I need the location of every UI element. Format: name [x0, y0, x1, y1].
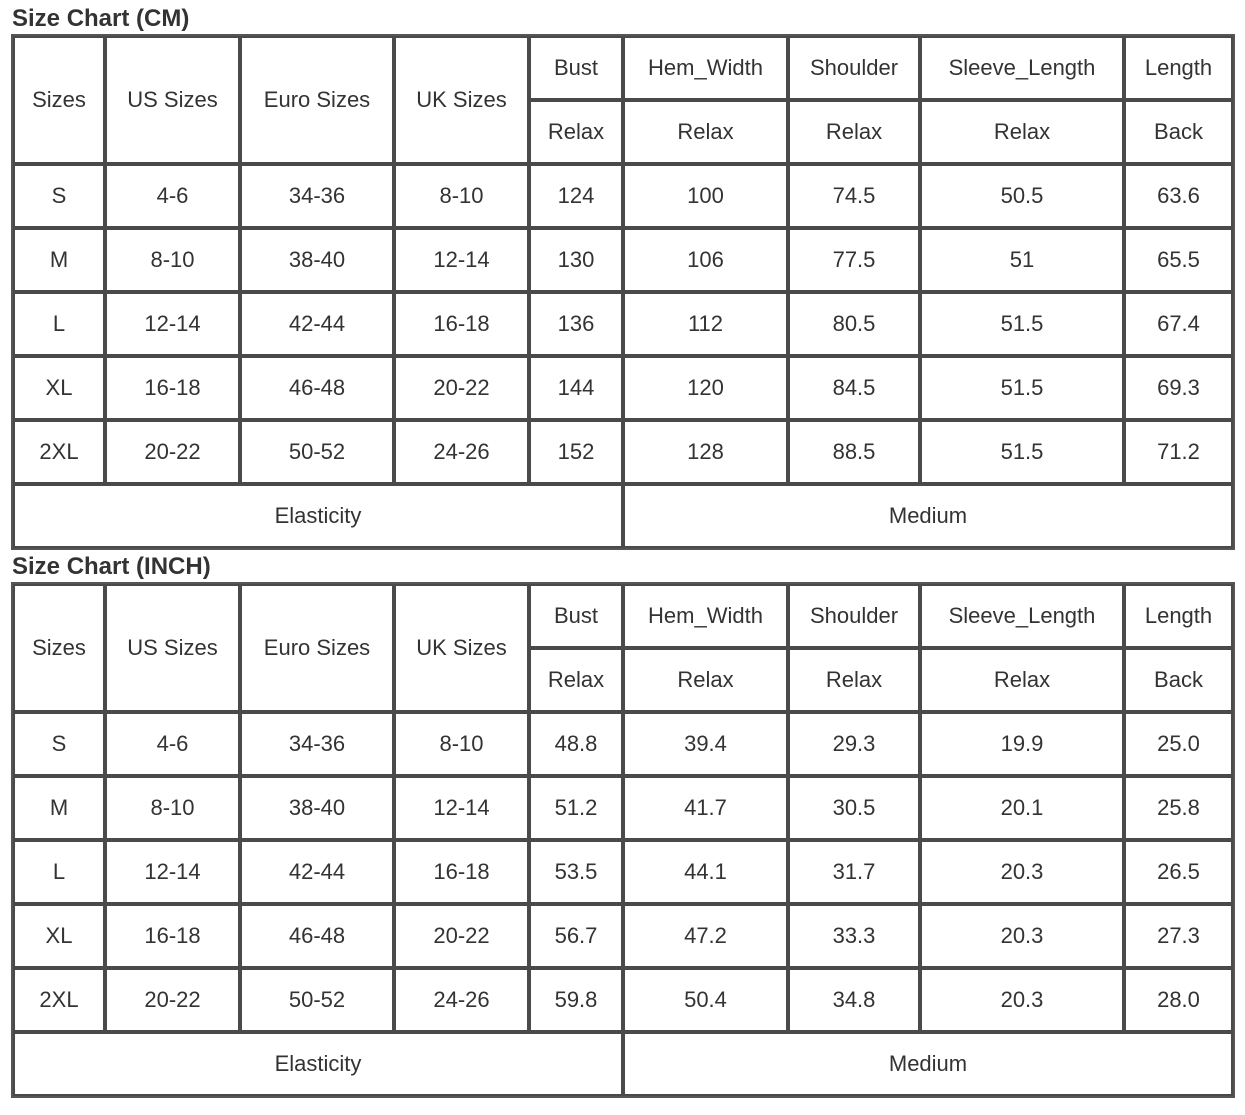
table-cell: 2XL: [13, 420, 105, 484]
header-hem-width: Hem_Width: [623, 36, 788, 100]
section-title: Size Chart (INCH): [12, 553, 211, 580]
table-cell: 59.8: [529, 968, 623, 1032]
table-cell: 48.8: [529, 712, 623, 776]
header-uk-sizes: UK Sizes: [394, 36, 529, 164]
table-cell: 44.1: [623, 840, 788, 904]
table-cell: 42-44: [240, 840, 394, 904]
header-bust: Bust: [529, 584, 623, 648]
table-cell: 38-40: [240, 776, 394, 840]
table-cell: 34-36: [240, 712, 394, 776]
table-cell: 30.5: [788, 776, 920, 840]
header-row: [13, 36, 1233, 100]
table-cell: 120: [623, 356, 788, 420]
table-row: [13, 840, 1233, 904]
table-cell: 65.5: [1124, 228, 1233, 292]
table-cell: 80.5: [788, 292, 920, 356]
table-cell: 16-18: [394, 840, 529, 904]
table-row: [13, 164, 1233, 228]
table-cell: 50.5: [920, 164, 1124, 228]
table-cell: 8-10: [394, 712, 529, 776]
table-cell: 50-52: [240, 968, 394, 1032]
table-cell: S: [13, 712, 105, 776]
table-cell: 112: [623, 292, 788, 356]
table-cell: 63.6: [1124, 164, 1233, 228]
table-cell: 47.2: [623, 904, 788, 968]
header-row: [13, 584, 1233, 648]
elasticity-value: Medium: [623, 1032, 1233, 1096]
table-row: [13, 904, 1233, 968]
table-cell: 51.2: [529, 776, 623, 840]
header-length: Length: [1124, 584, 1233, 648]
footer-row: [13, 1032, 1233, 1096]
table-cell: 152: [529, 420, 623, 484]
table-cell: 4-6: [105, 712, 240, 776]
table-row: [13, 420, 1233, 484]
table-cell: XL: [13, 904, 105, 968]
table-cell: 51.5: [920, 356, 1124, 420]
header-sleeve-length: Sleeve_Length: [920, 584, 1124, 648]
table-row: [13, 356, 1233, 420]
table-cell: 74.5: [788, 164, 920, 228]
table-cell: 4-6: [105, 164, 240, 228]
table-cell: 84.5: [788, 356, 920, 420]
subheader-cell: Relax: [529, 100, 623, 164]
header-us-sizes: US Sizes: [105, 584, 240, 712]
table-cell: 100: [623, 164, 788, 228]
table-cell: M: [13, 776, 105, 840]
table-row: [13, 968, 1233, 1032]
table-cell: 20.3: [920, 904, 1124, 968]
header-bust: Bust: [529, 36, 623, 100]
table-cell: 53.5: [529, 840, 623, 904]
header-shoulder: Shoulder: [788, 584, 920, 648]
table-cell: 27.3: [1124, 904, 1233, 968]
table-cell: 12-14: [105, 840, 240, 904]
table-cell: 28.0: [1124, 968, 1233, 1032]
elasticity-value: Medium: [623, 484, 1233, 548]
table-cell: 106: [623, 228, 788, 292]
section-title: Size Chart (CM): [12, 5, 190, 32]
elasticity-label: Elasticity: [13, 1032, 623, 1096]
table-row: [13, 776, 1233, 840]
table-cell: 41.7: [623, 776, 788, 840]
table-cell: M: [13, 228, 105, 292]
size-chart-inch-table: [11, 582, 1235, 1098]
header-sizes: Sizes: [13, 584, 105, 712]
subheader-cell: Relax: [623, 648, 788, 712]
table-cell: 33.3: [788, 904, 920, 968]
table-cell: 34-36: [240, 164, 394, 228]
elasticity-label: Elasticity: [13, 484, 623, 548]
table-cell: 88.5: [788, 420, 920, 484]
table-cell: 29.3: [788, 712, 920, 776]
table-cell: 130: [529, 228, 623, 292]
table-cell: 42-44: [240, 292, 394, 356]
table-cell: 20.3: [920, 968, 1124, 1032]
subheader-cell: Relax: [788, 100, 920, 164]
table-cell: 16-18: [105, 904, 240, 968]
table-cell: 124: [529, 164, 623, 228]
table-cell: 24-26: [394, 968, 529, 1032]
table-cell: 20-22: [394, 904, 529, 968]
table-cell: 50.4: [623, 968, 788, 1032]
table-cell: 25.8: [1124, 776, 1233, 840]
table-row: [13, 228, 1233, 292]
header-shoulder: Shoulder: [788, 36, 920, 100]
footer-row: [13, 484, 1233, 548]
header-sleeve-length: Sleeve_Length: [920, 36, 1124, 100]
header-uk-sizes: UK Sizes: [394, 584, 529, 712]
table-cell: 20.1: [920, 776, 1124, 840]
table-cell: 12-14: [394, 228, 529, 292]
header-length: Length: [1124, 36, 1233, 100]
subheader-cell: Back: [1124, 648, 1233, 712]
table-cell: 51.5: [920, 292, 1124, 356]
table-cell: 128: [623, 420, 788, 484]
size-chart-inch-section: [11, 552, 1231, 1098]
table-row: [13, 712, 1233, 776]
table-cell: 20-22: [394, 356, 529, 420]
table-cell: 39.4: [623, 712, 788, 776]
table-cell: 19.9: [920, 712, 1124, 776]
table-cell: 16-18: [105, 356, 240, 420]
subheader-cell: Relax: [788, 648, 920, 712]
subheader-cell: Relax: [623, 100, 788, 164]
subheader-cell: Relax: [920, 100, 1124, 164]
table-cell: 20-22: [105, 420, 240, 484]
table-cell: 12-14: [105, 292, 240, 356]
subheader-cell: Relax: [529, 648, 623, 712]
table-cell: 8-10: [105, 228, 240, 292]
table-cell: 67.4: [1124, 292, 1233, 356]
table-cell: 26.5: [1124, 840, 1233, 904]
table-cell: 34.8: [788, 968, 920, 1032]
table-cell: 69.3: [1124, 356, 1233, 420]
table-cell: 20-22: [105, 968, 240, 1032]
header-hem-width: Hem_Width: [623, 584, 788, 648]
table-cell: 8-10: [394, 164, 529, 228]
table-cell: 51.5: [920, 420, 1124, 484]
table-cell: S: [13, 164, 105, 228]
table-cell: 31.7: [788, 840, 920, 904]
table-cell: 12-14: [394, 776, 529, 840]
subheader-cell: Back: [1124, 100, 1233, 164]
table-cell: 50-52: [240, 420, 394, 484]
table-cell: 46-48: [240, 904, 394, 968]
table-cell: L: [13, 840, 105, 904]
header-sizes: Sizes: [13, 36, 105, 164]
table-cell: 46-48: [240, 356, 394, 420]
size-chart-cm-section: [11, 4, 1231, 550]
table-cell: 144: [529, 356, 623, 420]
table-cell: 2XL: [13, 968, 105, 1032]
table-cell: 136: [529, 292, 623, 356]
header-us-sizes: US Sizes: [105, 36, 240, 164]
table-cell: XL: [13, 356, 105, 420]
table-cell: 77.5: [788, 228, 920, 292]
table-cell: 24-26: [394, 420, 529, 484]
table-row: [13, 292, 1233, 356]
subheader-cell: Relax: [920, 648, 1124, 712]
table-cell: L: [13, 292, 105, 356]
table-cell: 71.2: [1124, 420, 1233, 484]
table-cell: 25.0: [1124, 712, 1233, 776]
size-chart-cm-table: [11, 34, 1235, 550]
header-euro-sizes: Euro Sizes: [240, 36, 394, 164]
table-cell: 38-40: [240, 228, 394, 292]
table-cell: 8-10: [105, 776, 240, 840]
table-cell: 16-18: [394, 292, 529, 356]
header-euro-sizes: Euro Sizes: [240, 584, 394, 712]
table-cell: 56.7: [529, 904, 623, 968]
table-cell: 20.3: [920, 840, 1124, 904]
table-cell: 51: [920, 228, 1124, 292]
